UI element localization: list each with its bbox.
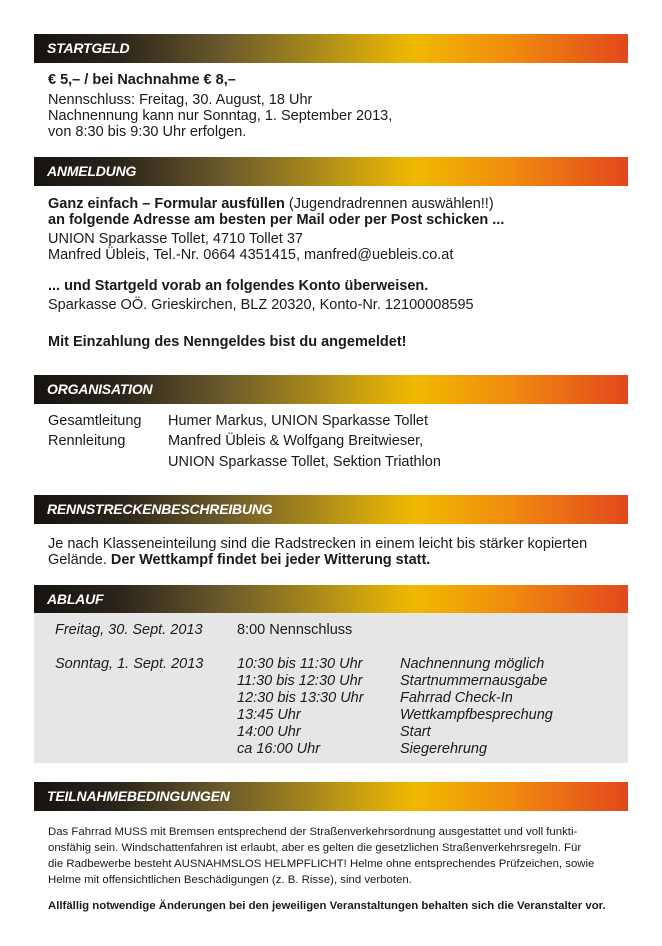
strecke-text-1: Je nach Klasseneinteilung sind die Radstrecken in einem leicht bis stärker kopierten: [48, 536, 588, 552]
konto-details: Sparkasse OÖ. Grieskirchen, BLZ 20320, Konto-Nr. 12100008595: [48, 297, 474, 313]
section-header-rennstrecke: [34, 495, 628, 524]
section-header-teilnahme: [34, 782, 628, 811]
teilnahme-text-2: onsfähig sein. Windschattenfahren ist erlaubt, aber es gelten die gesetzlichen Straßenverkehrsregeln. Für: [48, 842, 582, 854]
schedule-time: 10:30 bis 11:30 Uhr: [237, 656, 363, 672]
section-header-anmeldung: [34, 157, 628, 186]
schedule-event: Fahrrad Check-In: [400, 690, 513, 706]
schedule-time: 12:30 bis 13:30 Uhr: [237, 690, 364, 706]
section-title: ORGANISATION: [47, 381, 153, 397]
schedule-event: Siegerehrung: [400, 741, 488, 757]
strecke-text-plain: Gelände.: [48, 552, 111, 568]
strecke-text-bold: Der Wettkampf findet bei jeder Witterung statt.: [110, 552, 431, 568]
section-title: TEILNAHMEBEDINGUNGEN: [47, 788, 230, 804]
anmeldung-lead-bold: Ganz einfach – Formular ausfüllen: [48, 196, 285, 212]
schedule-time: ca 16:00 Uhr: [237, 741, 321, 757]
schedule-event: Wettkampfbesprechung: [400, 707, 553, 723]
schedule-time: 13:45 Uhr: [237, 707, 301, 723]
org-value-rennleitung-2: UNION Sparkasse Tollet, Sektion Triathlon: [168, 454, 441, 470]
teilnahme-text-1: Das Fahrrad MUSS mit Bremsen entsprechend der Straßenverkehrsordnung ausgestattet und voll funkti-: [48, 826, 578, 838]
strecke-text-2: [48, 552, 430, 568]
ablauf-day-2: Sonntag, 1. Sept. 2013: [55, 656, 204, 672]
nachnennung-time-text: von 8:30 bis 9:30 Uhr erfolgen.: [48, 124, 247, 140]
nennschluss-text: Nennschluss: Freitag, 30. August, 18 Uhr: [48, 92, 313, 108]
startgeld-price: € 5,– / bei Nachnahme € 8,–: [48, 72, 236, 88]
org-value-rennleitung-1: Manfred Übleis & Wolfgang Breitwieser,: [168, 433, 424, 449]
konto-heading: ... und Startgeld vorab an folgendes Konto überweisen.: [48, 278, 429, 294]
schedule-event: Start: [400, 724, 431, 740]
schedule-time: 14:00 Uhr: [237, 724, 301, 740]
section-header-ablauf: [34, 585, 628, 614]
org-label-rennleitung: Rennleitung: [48, 433, 126, 449]
registration-confirm: Mit Einzahlung des Nenngeldes bist du angemeldet!: [48, 334, 407, 350]
teilnahme-text-3: die Radbewerbe besteht AUSNAHMSLOS HELMPFLICHT! Helme ohne entsprechendes Prüfzeichen, sowie: [48, 858, 595, 870]
section-header-startgeld: [34, 34, 628, 63]
teilnahme-text-4: Helme mit offensichtlichen Beschädigungen (z. B. Risse), sind verboten.: [48, 874, 412, 886]
section-header-organisation: [34, 375, 628, 404]
section-title: ABLAUF: [47, 591, 104, 607]
section-title: STARTGELD: [47, 40, 130, 56]
ablauf-day-1-time: 8:00 Nennschluss: [237, 622, 353, 638]
schedule-time: 11:30 bis 12:30 Uhr: [237, 673, 363, 689]
anmeldung-lead-note: (Jugendradrennen auswählen!!): [284, 196, 494, 212]
org-label-gesamtleitung: Gesamtleitung: [48, 413, 142, 429]
anmeldung-lead2: an folgende Adresse am besten per Mail oder per Post schicken ...: [48, 212, 505, 228]
org-value-gesamtleitung: Humer Markus, UNION Sparkasse Tollet: [168, 413, 429, 429]
section-title: ANMELDUNG: [47, 163, 137, 179]
address-line-2: Manfred Übleis, Tel.-Nr. 0664 4351415, manfred@uebleis.co.at: [48, 247, 454, 263]
address-line-1: UNION Sparkasse Tollet, 4710 Tollet 37: [48, 231, 303, 247]
schedule-event: Startnummernausgabe: [400, 673, 548, 689]
anmeldung-lead: [48, 196, 494, 212]
schedule-event: Nachnennung möglich: [400, 656, 545, 672]
nachnennung-text: Nachnennung kann nur Sonntag, 1. September 2013,: [48, 108, 393, 124]
teilnahme-footer: Allfällig notwendige Änderungen bei den jeweiligen Veranstaltungen behalten sich die Veranstalter vor.: [48, 900, 606, 912]
ablauf-day-1: Freitag, 30. Sept. 2013: [55, 622, 203, 638]
section-title: RENNSTRECKENBESCHREIBUNG: [47, 501, 273, 517]
